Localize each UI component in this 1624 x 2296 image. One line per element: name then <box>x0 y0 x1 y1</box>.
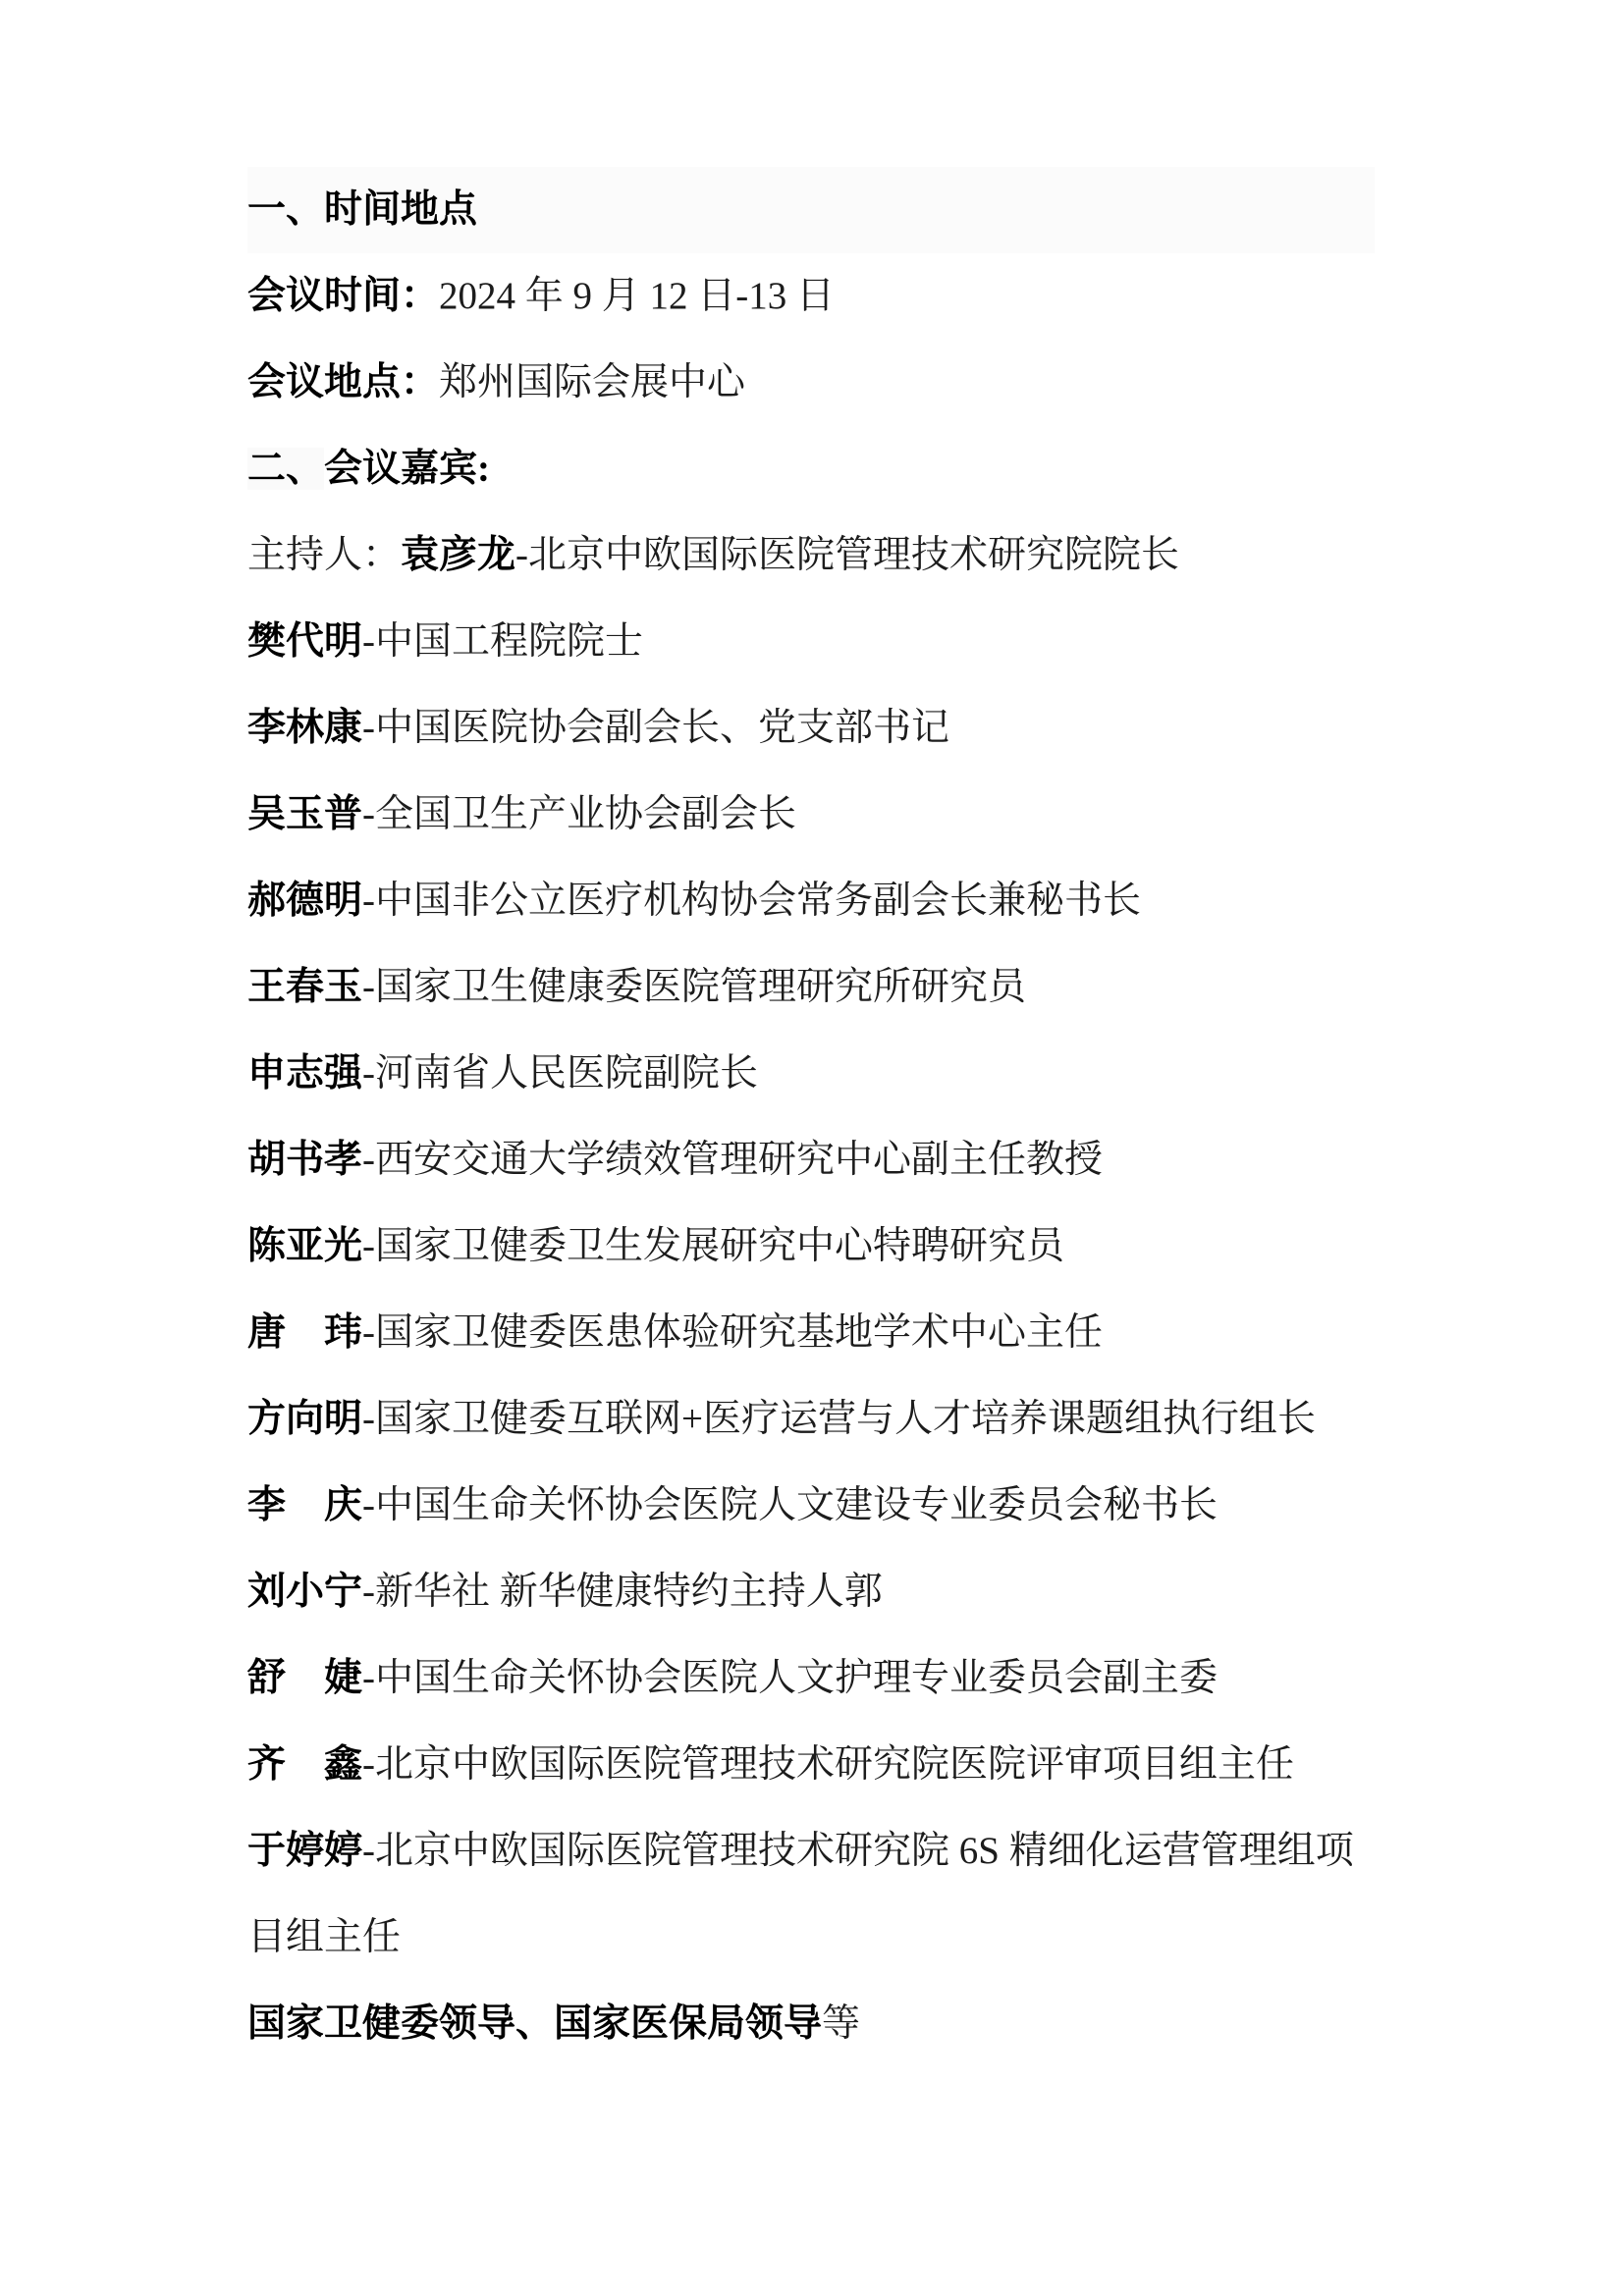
guest-row <box>247 1203 1375 1290</box>
guest-name: 郝德明 <box>247 880 363 922</box>
guest-name: 李林康 <box>247 707 363 749</box>
section1-heading: 一、时间地点 <box>247 167 1375 253</box>
guest-desc: -中国医院协会副会长、党支部书记 <box>362 707 950 749</box>
guest-desc: -国家卫生健康委医院管理研究所研究员 <box>362 966 1027 1008</box>
host-name: 袁彦龙 <box>401 534 516 576</box>
guest-desc: -中国工程院院士 <box>362 620 644 663</box>
guest-desc: -新华社 新华健康特约主持人郭 <box>362 1571 883 1613</box>
guest-name: 李 庆 <box>247 1484 363 1526</box>
guest-desc: -中国生命关怀协会医院人文护理专业委员会副主委 <box>362 1657 1218 1699</box>
section2-heading <box>247 426 1375 512</box>
guest-desc: -国家卫健委互联网+医疗运营与人才培养课题组执行组长 <box>362 1398 1316 1440</box>
guest-desc: -中国非公立医疗机构协会常务副会长兼秘书长 <box>362 880 1142 922</box>
guest-name: 胡书孝 <box>247 1139 363 1181</box>
meeting-place-label: 会议地点： <box>247 361 440 403</box>
guest-row <box>247 772 1375 858</box>
guest-name: 齐 鑫 <box>247 1743 363 1786</box>
guest-desc: -全国卫生产业协会副会长 <box>362 793 797 835</box>
document-content <box>247 167 1375 2067</box>
guest-row <box>247 1549 1375 1635</box>
guest-desc: -国家卫健委卫生发展研究中心特聘研究员 <box>362 1225 1065 1267</box>
guest-name: 舒 婕 <box>247 1657 363 1699</box>
guest-name: 王春玉 <box>247 966 363 1008</box>
guest-name: 申志强 <box>247 1052 363 1095</box>
guest-desc: -国家卫健委医患体验研究基地学术中心主任 <box>362 1311 1104 1354</box>
meeting-time-row <box>247 253 1375 340</box>
host-row <box>247 512 1375 599</box>
guest-row <box>247 944 1375 1031</box>
guest-row <box>247 685 1375 772</box>
guest-name: 方向明 <box>247 1398 363 1440</box>
guest-row <box>247 1635 1375 1722</box>
guest-row <box>247 858 1375 944</box>
section2-heading-number: 二、 <box>247 448 325 490</box>
guest-name: 陈亚光 <box>247 1225 363 1267</box>
guest-row <box>247 1376 1375 1463</box>
guest-desc: -北京中欧国际医院管理技术研究院医院评审项目组主任 <box>362 1743 1295 1786</box>
guest-desc: -中国生命关怀协会医院人文建设专业委员会秘书长 <box>362 1484 1218 1526</box>
guest-name: 于婷婷 <box>247 1830 363 1872</box>
host-label: 主持人： <box>247 534 402 576</box>
meeting-place-value: 郑州国际会展中心 <box>439 361 746 403</box>
meeting-time-label: 会议时间： <box>247 275 440 317</box>
guest-name: 唐 玮 <box>247 1311 363 1354</box>
guest-row <box>247 1290 1375 1376</box>
guest-name: 刘小宁 <box>247 1571 363 1613</box>
guest-row <box>247 599 1375 685</box>
guest-row <box>247 1117 1375 1203</box>
footer-row <box>247 1981 1375 2067</box>
guest-desc: -河南省人民医院副院长 <box>362 1052 759 1095</box>
guest-name: 樊代明 <box>247 620 363 663</box>
meeting-time-value: 2024 年 9 月 12 日-13 日 <box>439 275 836 317</box>
footer-bold-text: 国家卫健委领导、国家医保局领导 <box>247 2002 823 2045</box>
host-desc: -北京中欧国际医院管理技术研究院院长 <box>515 534 1180 576</box>
guest-desc: -北京中欧国际医院管理技术研究院 6S 精细化运营管理组项目组主任 <box>247 1830 1354 1958</box>
section2-heading-text: 会议嘉宾: <box>324 448 491 490</box>
footer-regular-text: 等 <box>822 2002 861 2045</box>
guest-row <box>247 1722 1375 1808</box>
guest-row <box>247 1031 1375 1117</box>
meeting-place-row <box>247 340 1375 426</box>
guest-row <box>247 1808 1375 1981</box>
guest-desc: -西安交通大学绩效管理研究中心副主任教授 <box>362 1139 1104 1181</box>
guest-row <box>247 1463 1375 1549</box>
guest-name: 吴玉普 <box>247 793 363 835</box>
